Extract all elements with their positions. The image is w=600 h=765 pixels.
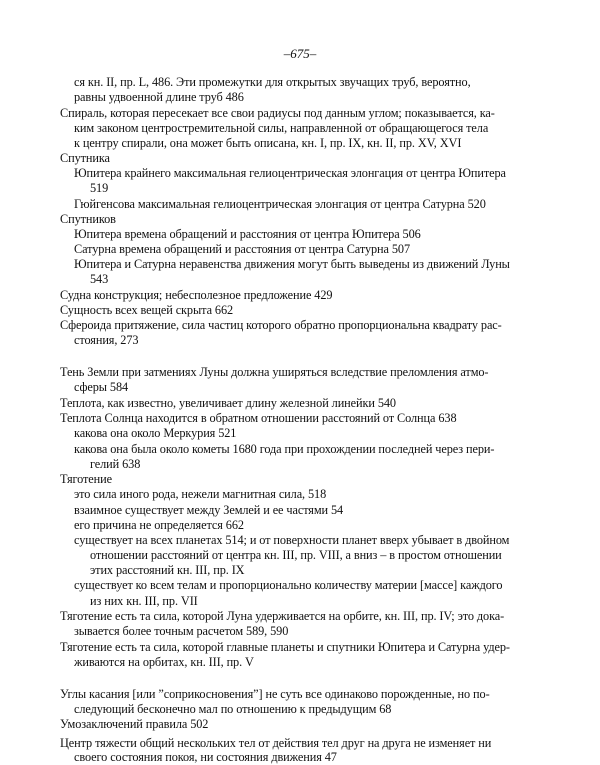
text-line: из них кн. III, пр. VII [90, 594, 198, 608]
text-line: Спутников [60, 212, 116, 226]
text-line: к центру спирали, она может быть описана, кн. I, пр. IX, кн. II, пр. XV, XVI [74, 136, 462, 150]
text-line: Юпитера времена обращений и расстояния от центра Юпитера 506 [74, 227, 421, 241]
text-line: Судна конструкция; небесполезное предложение 429 [60, 288, 333, 302]
text-line: Сфероида притяжение, сила частиц которого обратно пропорциональна квадрату рас- [60, 318, 502, 332]
text-line: это сила иного рода, нежели магнитная сила, 518 [74, 487, 327, 501]
text-line: Сатурна времена обращений и расстояния от центра Сатурна 507 [74, 242, 411, 256]
text-line: взаимное существует между Землей и ее частями 54 [74, 503, 344, 517]
text-line: этих расстояний кн. III, пр. IX [90, 563, 245, 577]
text-line: живаются на орбитах, кн. III, пр. V [74, 655, 254, 669]
text-line: Теплота Солнца находится в обратном отношении расстояний от Солнца 638 [60, 411, 457, 425]
text-line: своего состояния покоя, ни состояния движения 47 [74, 750, 337, 764]
text-line: ся кн. II, пр. L, 486. Эти промежутки для открытых звучащих труб, вероятно, [74, 75, 471, 89]
text-line: равны удвоенной длине труб 486 [74, 90, 244, 104]
text-line: Углы касания [или ”соприкосновения”] не суть все одинаково порожденные, но по- [60, 687, 490, 701]
text-line: какова она около Меркурия 521 [74, 426, 237, 440]
text-line: гелий 638 [90, 457, 141, 471]
text-line: Юпитера крайнего максимальная гелиоцентрическая элонгация от центра Юпитера [74, 166, 506, 180]
text-line: существует ко всем телам и пропорционально количеству материи [массе] каждого [74, 578, 503, 592]
text-line: 543 [90, 272, 109, 286]
text-line: Спутника [60, 151, 110, 165]
text-line: существует на всех планетах 514; и от поверхности планет вверх убывает в двойном [74, 533, 510, 547]
text-line: Сущность всех вещей скрыта 662 [60, 303, 234, 317]
page-number: –675– [283, 46, 317, 61]
text-line: Юпитера и Сатурна неравенства движения могут быть выведены из движений Луны [74, 257, 510, 271]
text-line: стояния, 273 [74, 333, 139, 347]
text-line: зывается более точным расчетом 589, 590 [74, 624, 289, 638]
text-line: ким законом центростремительной силы, направленной от обращающегося тела [74, 121, 489, 135]
text-line: Тень Земли при затмениях Луны должна уширяться вследствие преломления атмо- [60, 365, 489, 379]
text-line: Гюйгенсова максимальная гелиоцентрическая элонгация от центра Сатурна 520 [74, 197, 486, 211]
text-line: его причина не определяется 662 [74, 518, 244, 532]
text-line: Теплота, как известно, увеличивает длину железной линейки 540 [60, 396, 396, 410]
text-line: Центр тяжести общий нескольких тел от действия тел друг на друга не изменяет ни [60, 736, 492, 750]
text-line: Тяготение есть та сила, которой главные планеты и спутники Юпитера и Сатурна удер- [60, 640, 510, 654]
text-line: Умозаключений правила 502 [60, 717, 209, 731]
text-line: Тяготение есть та сила, которой Луна удерживается на орбите, кн. III, пр. IV; это дока- [60, 609, 505, 623]
text-line: Спираль, которая пересекает все свои радиусы под данным углом; показывается, ка- [60, 106, 495, 120]
text-line: 519 [90, 181, 109, 195]
text-line: отношении расстояний от центра кн. III, пр. VIII, а вниз – в простом отношении [90, 548, 502, 562]
text-line: следующий бесконечно мал по отношению к предыдущим 68 [74, 702, 392, 716]
text-line: Тяготение [60, 472, 112, 486]
text-line: сферы 584 [74, 380, 129, 394]
text-line: какова она была около кометы 1680 года при прохождении последней через пери- [74, 442, 495, 456]
